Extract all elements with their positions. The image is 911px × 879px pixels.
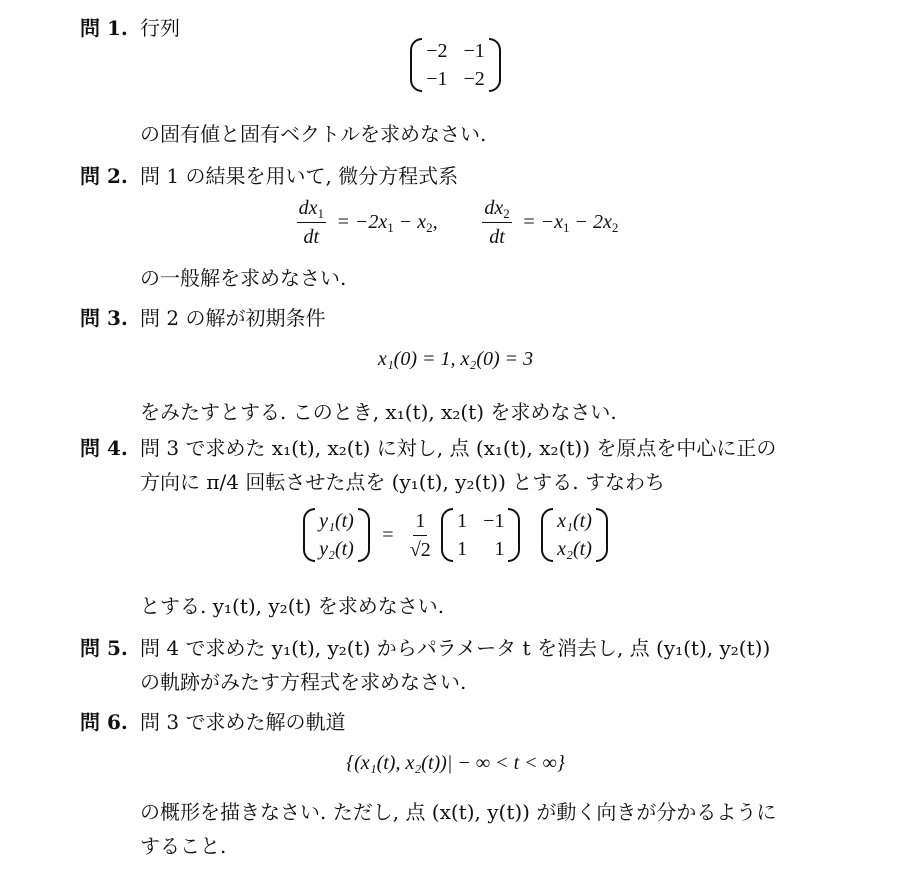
problem-6-instruction-2: すること. [140, 834, 227, 858]
problem-4-text-2: 方向に π/4 回転させた点を (y₁(t), y₂(t)) とする. すなわち [140, 470, 665, 494]
problem-6-text: 問 3 で求めた解の軌道 [140, 710, 346, 734]
problem-3-label: 問 3. [80, 306, 128, 330]
problem-4-text-1: 問 3 で求めた x₁(t), x₂(t) に対し, 点 (x₁(t), x₂(t)) を原点を中心に正の [140, 436, 777, 460]
problem-1-matrix [0, 38, 911, 92]
problem-2-instruction: の一般解を求めなさい. [140, 266, 347, 290]
matrix-cell: −1 [463, 40, 485, 62]
problem-5-text-2: の軌跡がみたす方程式を求めなさい. [140, 670, 467, 694]
matrix-cell: −2 [426, 40, 448, 62]
problem-5-label: 問 5. [80, 636, 128, 660]
problem-1-text: 行列 [140, 16, 180, 40]
problem-4-label: 問 4. [80, 436, 128, 460]
problem-4-rotation-equation: y₁(t) y₂(t) = $\frac{1}{√2}$ 1 −1 1 1 x₁(t) x₂(t) [0, 508, 911, 562]
vector-cell: y₂(t) [319, 538, 354, 560]
problem-2-text: 問 1 の結果を用いて, 微分方程式系 [140, 164, 459, 188]
problem-6-label: 問 6. [80, 710, 128, 734]
problem-6-instruction-1: の概形を描きなさい. ただし, 点 (x(t), y(t)) が動く向きが分かるように [140, 800, 777, 824]
matrix-cell: −2 [463, 68, 485, 90]
problem-3-text: 問 2 の解が初期条件 [140, 306, 326, 330]
problem-1-instruction: の固有値と固有ベクトルを求めなさい. [140, 122, 487, 146]
problem-2-label: 問 2. [80, 164, 128, 188]
problem-1-label: 問 1. [80, 16, 128, 40]
vector-cell: x₂(t) [557, 538, 592, 560]
problem-2-equation: $\frac{dx_1}{dt}$ = $-2x_1 - x_2$, $\frac{dx_2}{dt}$ = $-x_1 - 2x_2$ [298, 197, 619, 248]
problem-3-initial-conditions: x₁(0) = 1, x₂(0) = 3 [377, 348, 534, 370]
matrix-cell: 1 [457, 510, 468, 532]
matrix-cell: −1 [483, 510, 505, 532]
matrix-cell: −1 [426, 68, 448, 90]
vector-cell: x₁(t) [557, 510, 592, 532]
matrix-cell: 1 [494, 538, 505, 560]
problem-3-instruction: をみたすとする. このとき, x₁(t), x₂(t) を求めなさい. [140, 400, 617, 424]
problem-6-orbit-set: {(x₁(t), x₂(t))| − ∞ < t < ∞} [346, 752, 565, 774]
problem-4-instruction: とする. y₁(t), y₂(t) を求めなさい. [140, 594, 445, 618]
matrix-cell: 1 [457, 538, 468, 560]
vector-cell: y₁(t) [319, 510, 354, 532]
problem-5-text-1: 問 4 で求めた y₁(t), y₂(t) からパラメータ t を消去し, 点 (y₁(t), y₂(t)) [140, 636, 771, 660]
